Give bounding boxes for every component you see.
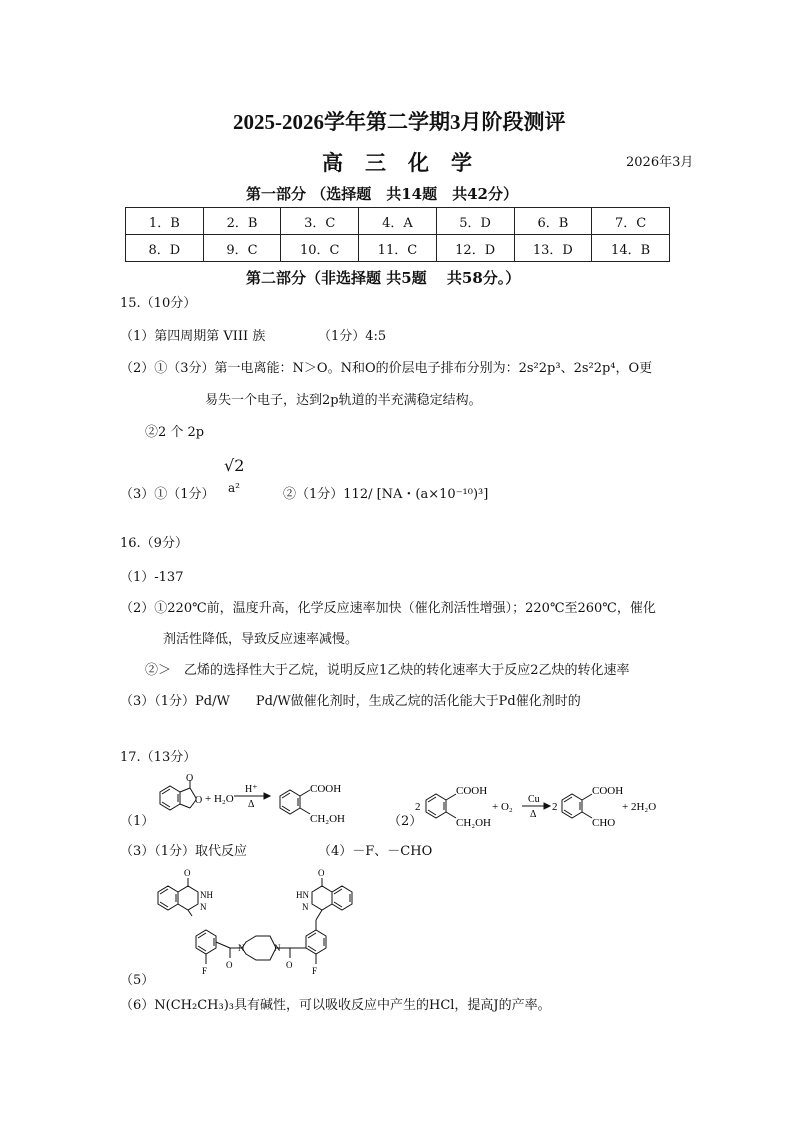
fluorine: F bbox=[312, 966, 318, 976]
q16-line2a: （2）①220℃前，温度升高，化学反应速率加快（催化剂活性增强）；220℃至260℃，催化 bbox=[120, 601, 656, 616]
answer-cell: 12．D bbox=[436, 235, 514, 262]
answer-cell: 4．A bbox=[359, 208, 437, 235]
water-term: + 2H₂O bbox=[622, 801, 657, 813]
cho-group: CHO bbox=[592, 817, 616, 829]
benzene-ring bbox=[280, 790, 300, 814]
answer-cell: 10．C bbox=[281, 235, 359, 262]
answer-cell: 8．D bbox=[126, 235, 204, 262]
n-atom: N bbox=[274, 943, 281, 953]
fluorine: F bbox=[202, 966, 208, 976]
carbonyl-o: O bbox=[186, 774, 194, 784]
exam-date: 2026年3月 bbox=[626, 155, 694, 170]
q17-part1-label: （1） bbox=[120, 814, 155, 829]
carbonyl-o: O bbox=[318, 868, 325, 878]
answer-cell: 14．B bbox=[592, 235, 670, 262]
table-row bbox=[126, 208, 670, 235]
answer-cell: 2．B bbox=[203, 208, 281, 235]
table-row bbox=[126, 235, 670, 262]
carbonyl-o: O bbox=[226, 960, 233, 970]
nh-group: NH bbox=[200, 890, 213, 900]
structure-answer-5 bbox=[150, 862, 370, 992]
ring-o: O bbox=[195, 795, 203, 806]
exam-title: 2025-2026学年第二学期3月阶段测评 bbox=[233, 110, 566, 134]
fraction-numerator: √2 bbox=[224, 456, 245, 475]
benzene-ring bbox=[332, 886, 352, 910]
benzene-ring bbox=[196, 930, 216, 954]
q15-line2a: （2）①（3分）第一电离能：N＞O。N和O的价层电子排布分别为：2s²2p³、2s²2p⁴，O更 bbox=[120, 361, 653, 376]
water-term: + H₂O bbox=[205, 793, 234, 805]
answer-cell: 3．C bbox=[281, 208, 359, 235]
subject-title: 高三化学 bbox=[322, 150, 494, 175]
q15-line2b: 易失一个电子，达到2p轨道的半充满稳定结构。 bbox=[205, 393, 482, 408]
q15-line3a: （3）①（1分） bbox=[120, 487, 215, 502]
benzene-ring bbox=[426, 794, 446, 818]
ch2oh-group: CH₂OH bbox=[456, 817, 492, 829]
answer-cell: 6．B bbox=[514, 208, 592, 235]
coefficient: 2 bbox=[415, 801, 421, 813]
q17-part5-label: （5） bbox=[120, 973, 155, 988]
q15-line2c: ②2 个 2p bbox=[145, 425, 205, 440]
ch2oh-group: CH₂OH bbox=[310, 813, 346, 825]
hn-group: HN bbox=[296, 890, 309, 900]
carbonyl-o: O bbox=[184, 868, 191, 878]
heat-sign: Δ bbox=[530, 809, 537, 820]
q16-line2c: ②＞ 乙烯的选择性大于乙烷，说明反应1乙炔的转化速率大于反应2乙炔的转化速率 bbox=[145, 663, 630, 678]
q17-part2-label: （2） bbox=[388, 814, 423, 829]
answer-cell: 7．C bbox=[592, 208, 670, 235]
catalyst: H⁺ bbox=[245, 784, 258, 795]
q16-line2b: 剂活性降低，导致反应速率减慢。 bbox=[163, 632, 359, 647]
benzene-ring bbox=[562, 794, 582, 818]
oxygen-term: + O₂ bbox=[492, 801, 513, 813]
cooh-group: COOH bbox=[456, 785, 488, 797]
benzene-ring bbox=[160, 786, 180, 810]
answer-cell: 13．D bbox=[514, 235, 592, 262]
q15-line1a: （1）第四周期第 VIII 族 bbox=[120, 329, 266, 344]
n-atom: N bbox=[200, 902, 207, 912]
q15-line1b: （1分）4:5 bbox=[318, 329, 387, 344]
answer-cell: 11．C bbox=[359, 235, 437, 262]
fraction-denominator: a² bbox=[228, 481, 240, 495]
answer-cell: 9．C bbox=[203, 235, 281, 262]
benzene-ring bbox=[158, 886, 178, 910]
q16-line1: （1）-137 bbox=[120, 570, 184, 585]
reaction-equation-1 bbox=[150, 774, 380, 834]
q15-line3b: ②（1分）112/ [NA・(a×10⁻¹⁰)³] bbox=[283, 487, 489, 502]
q15-title: 15.（10分） bbox=[120, 296, 197, 311]
reaction-equation-2 bbox=[412, 780, 672, 832]
piperazine-ring bbox=[242, 936, 276, 960]
benzene-ring bbox=[306, 930, 326, 954]
cooh-group: COOH bbox=[310, 783, 342, 795]
n-atom: N bbox=[302, 902, 309, 912]
q17-line3b: （4）－F、－CHO bbox=[318, 844, 433, 859]
coefficient: 2 bbox=[552, 801, 558, 813]
q16-title: 16.（9分） bbox=[120, 536, 188, 551]
cooh-group: COOH bbox=[592, 785, 624, 797]
q17-title: 17.（13分） bbox=[120, 750, 197, 765]
answer-cell: 1．B bbox=[126, 208, 204, 235]
q17-line6: （6）N(CH₂CH₃)₃具有碱性，可以吸收反应中产生的HCl，提高J的产率。 bbox=[120, 998, 551, 1013]
carbonyl-o: O bbox=[286, 960, 293, 970]
q16-line3: （3）（1分）Pd/W Pd/W做催化剂时，生成乙烷的活化能大于Pd催化剂时的 bbox=[120, 694, 581, 709]
answer-cell: 5．D bbox=[436, 208, 514, 235]
catalyst: Cu bbox=[528, 794, 540, 805]
part2-heading: 第二部分（非选择题 共5题 共58分。） bbox=[246, 269, 521, 287]
answer-table bbox=[125, 207, 670, 262]
part1-heading: 第一部分 （选择题 共14题 共42分） bbox=[246, 185, 518, 203]
q17-line3a: （3）（1分）取代反应 bbox=[120, 844, 248, 859]
n-atom: N bbox=[238, 943, 245, 953]
heat-sign: Δ bbox=[248, 799, 255, 810]
